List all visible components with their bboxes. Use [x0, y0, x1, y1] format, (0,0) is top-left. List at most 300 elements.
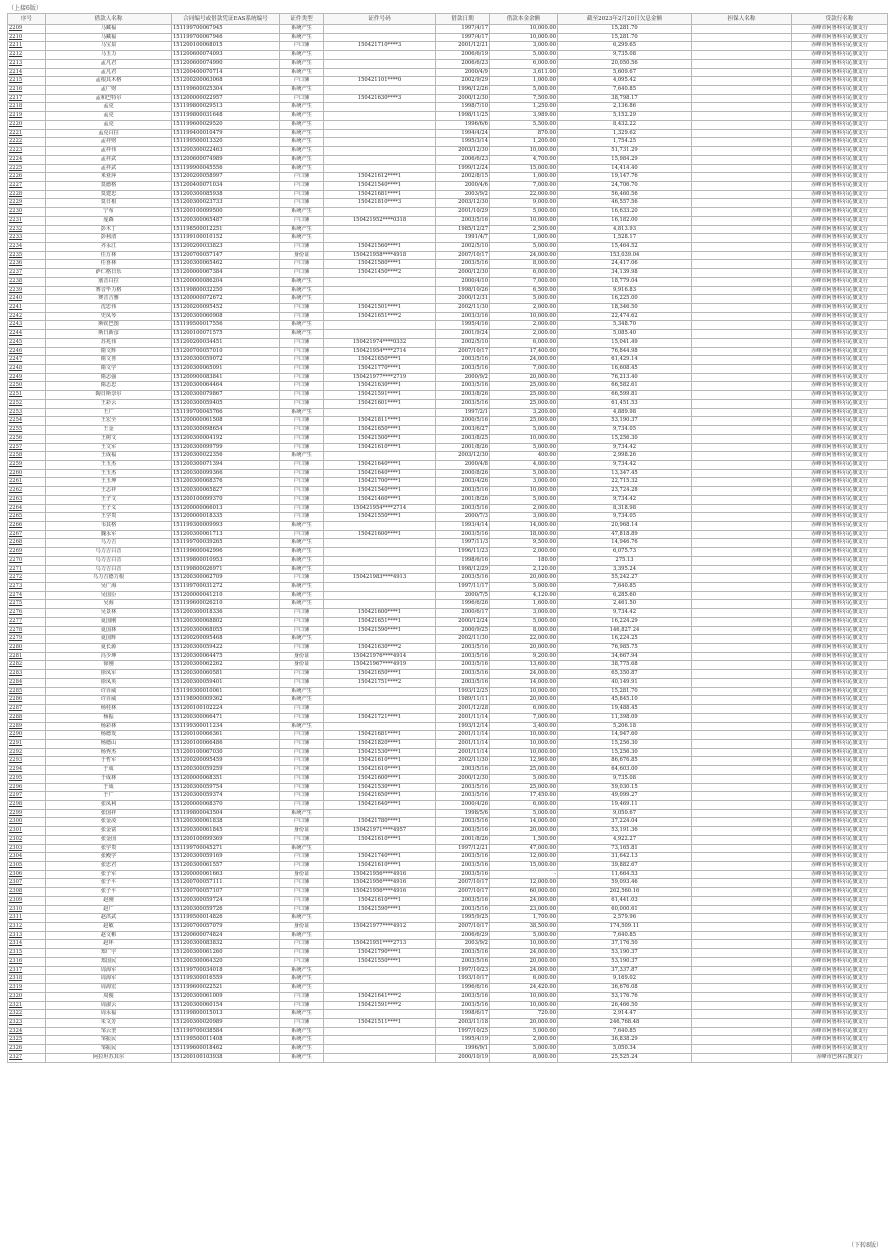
interest-owed-cell: 6,299.65 [558, 42, 692, 51]
table-row [8, 147, 888, 156]
serial-number-cell: 2261 [8, 478, 46, 487]
table-row [8, 731, 888, 740]
id-type-cell: 户口簿 [280, 513, 324, 522]
loan-date-cell: 2001/8/26 [436, 443, 490, 452]
col-interest-owed-header: 截至2023年2月20日欠息金额 [558, 14, 692, 25]
table-body [8, 25, 888, 1063]
contract-number-cell: 151199500013320 [172, 138, 280, 147]
lending-branch-cell: 赤峰市阿鲁科尔沁旗支行 [792, 1036, 888, 1045]
col-serial-number-header: 序号 [8, 14, 46, 25]
guarantor-name-cell [692, 33, 792, 42]
contract-number-cell: 151199700038584 [172, 1027, 280, 1036]
contract-number-cell: 151200400071034 [172, 181, 280, 190]
loan-date-cell: 2000/12/24 [436, 617, 490, 626]
contract-number-cell: 151200000061663 [172, 870, 280, 879]
table-row [8, 234, 888, 243]
principal-balance-cell: 2,000.00 [490, 304, 558, 313]
principal-balance-cell: 3,000.00 [490, 478, 558, 487]
table-row [8, 713, 888, 722]
id-type-cell: 系统产生 [280, 208, 324, 217]
guarantor-name-cell [692, 1053, 792, 1062]
id-type-cell: 系统产生 [280, 33, 324, 42]
contract-number-cell: 151200100066361 [172, 731, 280, 740]
id-type-cell: 户口簿 [280, 818, 324, 827]
id-type-cell: 系统产生 [280, 966, 324, 975]
lending-branch-cell: 赤峰市阿鲁科尔沁旗支行 [792, 809, 888, 818]
id-number-cell [324, 556, 436, 565]
table-row [8, 1010, 888, 1019]
principal-balance-cell: 14,000.00 [490, 818, 558, 827]
guarantor-name-cell [692, 879, 792, 888]
principal-balance-cell: 5,000.00 [490, 1045, 558, 1054]
table-row [8, 617, 888, 626]
id-number-cell: 150421500****1 [324, 434, 436, 443]
interest-owed-cell: 37,337.87 [558, 966, 692, 975]
borrower-name-cell: 周海宏 [46, 984, 172, 993]
guarantor-name-cell [692, 617, 792, 626]
table-row [8, 469, 888, 478]
guarantor-name-cell [692, 112, 792, 121]
table-row [8, 260, 888, 269]
borrower-name-cell: 杨彩林 [46, 722, 172, 731]
serial-number-cell: 2306 [8, 870, 46, 879]
interest-owed-cell: 20,968.14 [558, 521, 692, 530]
serial-number-cell: 2257 [8, 443, 46, 452]
loan-date-cell: 1997/4/17 [436, 33, 490, 42]
lending-branch-cell: 赤峰市阿鲁科尔沁旗支行 [792, 147, 888, 156]
guarantor-name-cell [692, 417, 792, 426]
id-number-cell: 150421952****0318 [324, 216, 436, 225]
id-type-cell: 户口簿 [280, 269, 324, 278]
id-number-cell [324, 164, 436, 173]
interest-owed-cell: 2,461.50 [558, 600, 692, 609]
serial-number-cell: 2300 [8, 818, 46, 827]
contract-number-cell: 151199700067946 [172, 33, 280, 42]
id-type-cell: 系统产生 [280, 225, 324, 234]
interest-owed-cell: 14,414.40 [558, 164, 692, 173]
id-type-cell: 系统产生 [280, 112, 324, 121]
loan-date-cell: 1998/11/25 [436, 112, 490, 121]
serial-number-cell: 2227 [8, 181, 46, 190]
interest-owed-cell: 31,642.13 [558, 853, 692, 862]
id-number-cell: 150421540****1 [324, 487, 436, 496]
id-type-cell: 户口簿 [280, 391, 324, 400]
contract-number-cell: 151200300062709 [172, 574, 280, 583]
contract-number-cell: 151200300020989 [172, 1018, 280, 1027]
interest-owed-cell: 1,528.17 [558, 234, 692, 243]
guarantor-name-cell [692, 914, 792, 923]
id-number-cell: 150421954****2714 [324, 504, 436, 513]
loan-date-cell: 2000/6/17 [436, 609, 490, 618]
table-row [8, 931, 888, 940]
interest-owed-cell: 53,190.37 [558, 949, 692, 958]
serial-number-cell: 2269 [8, 548, 46, 557]
table-row [8, 705, 888, 714]
table-row [8, 853, 888, 862]
interest-owed-cell: 61,451.53 [558, 399, 692, 408]
serial-number-cell: 2217 [8, 94, 46, 103]
table-row [8, 609, 888, 618]
lending-branch-cell: 赤峰市阿鲁科尔沁旗支行 [792, 469, 888, 478]
loan-date-cell: 1995/4/16 [436, 321, 490, 330]
table-row [8, 670, 888, 679]
id-number-cell: 150421641****2 [324, 992, 436, 1001]
loan-date-cell: 2003/5/16 [436, 216, 490, 225]
table-row [8, 879, 888, 888]
contract-number-cell: 151200100102224 [172, 705, 280, 714]
guarantor-name-cell [692, 190, 792, 199]
interest-owed-cell: 19,469.11 [558, 800, 692, 809]
id-number-cell: 150421600****1 [324, 530, 436, 539]
id-type-cell: 身份证 [280, 870, 324, 879]
guarantor-name-cell [692, 460, 792, 469]
borrower-name-cell: 郑广宇 [46, 949, 172, 958]
guarantor-name-cell [692, 1027, 792, 1036]
col-borrower-name-header: 借款人名称 [46, 14, 172, 25]
principal-balance-cell: 5,000.00 [490, 774, 558, 783]
borrower-name-cell: 莫建忠 [46, 190, 172, 199]
serial-number-cell: 2209 [8, 25, 46, 34]
loan-date-cell: 2003/8/26 [436, 391, 490, 400]
id-type-cell: 系统产生 [280, 548, 324, 557]
interest-owed-cell: 53,190.37 [558, 957, 692, 966]
borrower-name-cell: 赛音毕力格 [46, 286, 172, 295]
loan-date-cell: 2007/10/17 [436, 251, 490, 260]
id-number-cell [324, 635, 436, 644]
table-row [8, 251, 888, 260]
interest-owed-cell: 23,724.28 [558, 487, 692, 496]
serial-number-cell: 2301 [8, 827, 46, 836]
principal-balance-cell: 17,450.00 [490, 792, 558, 801]
guarantor-name-cell [692, 181, 792, 190]
principal-balance-cell: 14,000.00 [490, 521, 558, 530]
contract-number-cell: 151200300059754 [172, 783, 280, 792]
loan-date-cell: 2006/6/19 [436, 51, 490, 60]
serial-number-cell: 2312 [8, 923, 46, 932]
loan-date-cell: 2003/5/16 [436, 678, 490, 687]
id-number-cell: 150421790****1 [324, 949, 436, 958]
id-type-cell: 户口簿 [280, 574, 324, 583]
contract-number-cell: 151200200034451 [172, 338, 280, 347]
loan-date-cell: 2001/11/14 [436, 713, 490, 722]
guarantor-name-cell [692, 77, 792, 86]
loan-date-cell: 1995/9/25 [436, 914, 490, 923]
borrower-name-cell: 孟广财 [46, 86, 172, 95]
id-number-cell: 150421770****1 [324, 365, 436, 374]
id-type-cell: 户口簿 [280, 530, 324, 539]
table-row [8, 86, 888, 95]
table-row [8, 870, 888, 879]
contract-number-cell: 151199600025304 [172, 86, 280, 95]
principal-balance-cell: 14,000.00 [490, 678, 558, 687]
guarantor-name-cell [692, 888, 792, 897]
principal-balance-cell: 22,000.00 [490, 190, 558, 199]
guarantor-name-cell [692, 504, 792, 513]
guarantor-name-cell [692, 469, 792, 478]
id-type-cell: 系统产生 [280, 59, 324, 68]
principal-balance-cell: 10,000.00 [490, 687, 558, 696]
lending-branch-cell: 赤峰市阿鲁科尔沁旗支行 [792, 644, 888, 653]
contract-number-cell: 151199900045556 [172, 164, 280, 173]
contract-number-cell: 151200300059724 [172, 896, 280, 905]
contract-number-cell: 151200300099366 [172, 469, 280, 478]
serial-number-cell: 2236 [8, 260, 46, 269]
id-number-cell: 150421601****1 [324, 399, 436, 408]
lending-branch-cell: 赤峰市阿鲁科尔沁旗支行 [792, 739, 888, 748]
guarantor-name-cell [692, 923, 792, 932]
contract-number-cell: 151200000022957 [172, 94, 280, 103]
lending-branch-cell: 赤峰市阿鲁科尔沁旗支行 [792, 870, 888, 879]
loan-date-cell: 2002/11/30 [436, 635, 490, 644]
borrower-name-cell: 孟祥武 [46, 164, 172, 173]
id-type-cell: 系统产生 [280, 635, 324, 644]
id-type-cell: 系统产生 [280, 51, 324, 60]
lending-branch-cell: 赤峰市阿鲁科尔沁旗支行 [792, 321, 888, 330]
table-row [8, 722, 888, 731]
id-type-cell: 户口簿 [280, 460, 324, 469]
id-type-cell: 户口簿 [280, 783, 324, 792]
id-number-cell: 150421956****4916 [324, 870, 436, 879]
principal-balance-cell: 8,000.00 [490, 1053, 558, 1062]
guarantor-name-cell [692, 966, 792, 975]
borrower-name-cell: 徐凤军 [46, 670, 172, 679]
table-row [8, 295, 888, 304]
serial-number-cell: 2280 [8, 644, 46, 653]
guarantor-name-cell [692, 548, 792, 557]
serial-number-cell: 2323 [8, 1018, 46, 1027]
principal-balance-cell: 10,000.00 [490, 992, 558, 1001]
principal-balance-cell: 5,000.00 [490, 208, 558, 217]
contract-number-cell: 151200300061713 [172, 530, 280, 539]
table-row [8, 94, 888, 103]
guarantor-name-cell [692, 844, 792, 853]
principal-balance-cell: 20,000.00 [490, 644, 558, 653]
principal-balance-cell: 1,600.00 [490, 600, 558, 609]
table-row [8, 304, 888, 313]
lending-branch-cell: 赤峰市阿鲁科尔沁旗支行 [792, 199, 888, 208]
contract-number-cell: 151200300068055 [172, 626, 280, 635]
principal-balance-cell: 6,000.00 [490, 59, 558, 68]
serial-number-cell: 2313 [8, 931, 46, 940]
principal-balance-cell: 24,000.00 [490, 670, 558, 679]
lending-branch-cell: 赤峰市阿鲁科尔沁旗支行 [792, 208, 888, 217]
id-number-cell [324, 548, 436, 557]
serial-number-cell: 2262 [8, 487, 46, 496]
loan-date-cell: 1993/12/25 [436, 687, 490, 696]
loan-date-cell: 2000/8/26 [436, 469, 490, 478]
id-number-cell: 150421820****1 [324, 739, 436, 748]
guarantor-name-cell [692, 600, 792, 609]
id-type-cell: 户口簿 [280, 992, 324, 1001]
borrower-name-cell: 孟祥伟 [46, 147, 172, 156]
col-contract-number-header: 合同编号或借款凭证EAS系统编号 [172, 14, 280, 25]
borrower-name-cell: 王子文 [46, 495, 172, 504]
contract-number-cell: 151200300099799 [172, 443, 280, 452]
lending-branch-cell: 赤峰市阿鲁科尔沁旗支行 [792, 495, 888, 504]
contract-number-cell: 151200300068376 [172, 478, 280, 487]
interest-owed-cell: 7,640.85 [558, 1027, 692, 1036]
table-row [8, 966, 888, 975]
borrower-name-cell: 任万林 [46, 251, 172, 260]
borrower-name-cell: 张金凌 [46, 818, 172, 827]
table-row [8, 286, 888, 295]
guarantor-name-cell [692, 644, 792, 653]
id-type-cell: 户口簿 [280, 835, 324, 844]
principal-balance-cell: 47,000.00 [490, 844, 558, 853]
table-row [8, 321, 888, 330]
lending-branch-cell: 赤峰市阿鲁科尔沁旗支行 [792, 748, 888, 757]
id-number-cell: 150421610****1 [324, 757, 436, 766]
loan-date-cell: 1998/7/10 [436, 103, 490, 112]
interest-owed-cell: 275.13 [558, 556, 692, 565]
guarantor-name-cell [692, 382, 792, 391]
lending-branch-cell: 赤峰市阿鲁科尔沁旗支行 [792, 722, 888, 731]
loan-date-cell: 2003/5/16 [436, 870, 490, 879]
id-number-cell [324, 138, 436, 147]
table-row [8, 574, 888, 583]
id-number-cell: 150421540****1 [324, 181, 436, 190]
id-number-cell [324, 112, 436, 121]
loan-date-cell: 1997/11/17 [436, 583, 490, 592]
guarantor-name-cell [692, 661, 792, 670]
id-type-cell: 户口簿 [280, 417, 324, 426]
id-type-cell: 户口簿 [280, 94, 324, 103]
serial-number-cell: 2228 [8, 190, 46, 199]
guarantor-name-cell [692, 269, 792, 278]
principal-balance-cell: 12,000.00 [490, 879, 558, 888]
id-type-cell: 户口簿 [280, 792, 324, 801]
guarantor-name-cell [692, 626, 792, 635]
interest-owed-cell: 11,398.09 [558, 713, 692, 722]
interest-owed-cell: 51,731.29 [558, 147, 692, 156]
contract-number-cell: 151199500014826 [172, 914, 280, 923]
id-type-cell: 系统产生 [280, 147, 324, 156]
lending-branch-cell: 赤峰市阿鲁科尔沁旗支行 [792, 181, 888, 190]
id-type-cell: 户口簿 [280, 495, 324, 504]
guarantor-name-cell [692, 1018, 792, 1027]
id-number-cell: 150421650****1 [324, 792, 436, 801]
guarantor-name-cell [692, 992, 792, 1001]
interest-owed-cell: 9,734.42 [558, 495, 692, 504]
lending-branch-cell: 赤峰市阿鲁科尔沁旗支行 [792, 652, 888, 661]
lending-branch-cell: 赤峰市阿鲁科尔沁旗支行 [792, 426, 888, 435]
id-type-cell: 系统产生 [280, 330, 324, 339]
contract-number-cell: 151200100071575 [172, 330, 280, 339]
id-type-cell: 户口簿 [280, 879, 324, 888]
serial-number-cell: 2220 [8, 120, 46, 129]
loan-date-cell: 2003/5/16 [436, 382, 490, 391]
lending-branch-cell: 赤峰市阿鲁科尔沁旗支行 [792, 678, 888, 687]
id-number-cell [324, 966, 436, 975]
contract-number-cell: 151199300010061 [172, 687, 280, 696]
interest-owed-cell: 9,050.67 [558, 809, 692, 818]
id-type-cell: 户口簿 [280, 382, 324, 391]
id-number-cell [324, 25, 436, 34]
lending-branch-cell: 赤峰市阿鲁科尔沁旗支行 [792, 888, 888, 897]
guarantor-name-cell [692, 42, 792, 51]
loan-date-cell: 2002/8/15 [436, 173, 490, 182]
principal-balance-cell: 5,000.00 [490, 583, 558, 592]
loan-date-cell: 1997/2/1 [436, 408, 490, 417]
lending-branch-cell: 赤峰市阿鲁科尔沁旗支行 [792, 304, 888, 313]
id-number-cell [324, 809, 436, 818]
id-number-cell [324, 51, 436, 60]
loan-date-cell: 1998/12/29 [436, 565, 490, 574]
interest-owed-cell: 9,734.42 [558, 443, 692, 452]
lending-branch-cell: 赤峰市阿鲁科尔沁旗支行 [792, 879, 888, 888]
borrower-name-cell: 王学贵 [46, 513, 172, 522]
table-row [8, 984, 888, 993]
id-type-cell: 户口簿 [280, 748, 324, 757]
borrower-name-cell: 隋文辉 [46, 347, 172, 356]
principal-balance-cell: 6,000.00 [490, 338, 558, 347]
principal-balance-cell: 12,960.00 [490, 757, 558, 766]
contract-number-cell: 151199600022521 [172, 984, 280, 993]
table-row [8, 347, 888, 356]
serial-number-cell: 2219 [8, 112, 46, 121]
guarantor-name-cell [692, 792, 792, 801]
id-type-cell: 户口簿 [280, 896, 324, 905]
guarantor-name-cell [692, 304, 792, 313]
guarantor-name-cell [692, 103, 792, 112]
guarantor-name-cell [692, 896, 792, 905]
contract-number-cell: 151200700057147 [172, 251, 280, 260]
borrower-name-cell: 乌力吉白音 [46, 556, 172, 565]
borrower-name-cell: 乌力吉白音 [46, 548, 172, 557]
contract-number-cell: 151200700057111 [172, 879, 280, 888]
principal-balance-cell: 2,000.00 [490, 504, 558, 513]
loan-date-cell: 2007/10/17 [436, 347, 490, 356]
borrower-name-cell: 王玉杰 [46, 460, 172, 469]
principal-balance-cell: 6,000.00 [490, 975, 558, 984]
contract-number-cell: 151200300059169 [172, 853, 280, 862]
id-number-cell: 150421810****3 [324, 199, 436, 208]
serial-number-cell: 2215 [8, 77, 46, 86]
lending-branch-cell: 赤峰市阿鲁科尔沁旗支行 [792, 783, 888, 792]
principal-balance-cell: 10,000.00 [490, 147, 558, 156]
lending-branch-cell: 赤峰市阿鲁科尔沁旗支行 [792, 521, 888, 530]
serial-number-cell: 2238 [8, 277, 46, 286]
id-number-cell [324, 33, 436, 42]
id-number-cell: 150421956****4916 [324, 888, 436, 897]
borrower-name-cell: 韦其格 [46, 521, 172, 530]
id-type-cell: 系统产生 [280, 556, 324, 565]
id-type-cell: 系统产生 [280, 1027, 324, 1036]
guarantor-name-cell [692, 757, 792, 766]
principal-balance-cell: 1,500.00 [490, 835, 558, 844]
serial-number-cell: 2248 [8, 365, 46, 374]
guarantor-name-cell [692, 347, 792, 356]
loan-date-cell: 2003/5/16 [436, 992, 490, 1001]
id-number-cell: 150421640****1 [324, 469, 436, 478]
lending-branch-cell: 赤峰市阿鲁科尔沁旗支行 [792, 164, 888, 173]
table-row [8, 809, 888, 818]
guarantor-name-cell [692, 426, 792, 435]
serial-number-cell: 2264 [8, 504, 46, 513]
interest-owed-cell: 153,039.04 [558, 251, 692, 260]
table-row [8, 957, 888, 966]
serial-number-cell: 2253 [8, 408, 46, 417]
loan-date-cell: 2007/10/17 [436, 923, 490, 932]
id-number-cell [324, 277, 436, 286]
id-number-cell: 150421591****1 [324, 391, 436, 400]
borrower-name-cell: 邹振民 [46, 1045, 172, 1054]
guarantor-name-cell [692, 556, 792, 565]
serial-number-cell: 2241 [8, 304, 46, 313]
guarantor-name-cell [692, 739, 792, 748]
table-row [8, 739, 888, 748]
principal-balance-cell: 9,500.00 [490, 539, 558, 548]
